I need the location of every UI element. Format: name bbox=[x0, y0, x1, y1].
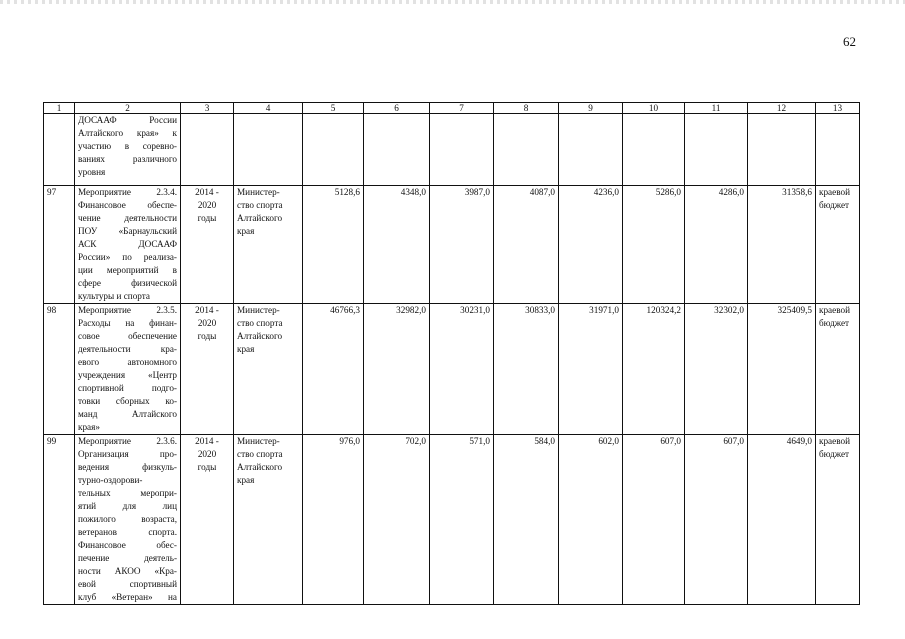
value-cell: 30231,0 bbox=[430, 304, 494, 435]
name-line: учреждения «Центр bbox=[78, 370, 177, 380]
name-line: участию в соревно- bbox=[78, 141, 177, 151]
name-line: Расходы на финан- bbox=[78, 318, 177, 328]
executor-line: Министер- bbox=[237, 305, 280, 315]
executor-line: Министер- bbox=[237, 187, 280, 197]
value-cell bbox=[303, 114, 364, 186]
executor-cell bbox=[234, 186, 303, 304]
page-number: 62 bbox=[843, 34, 856, 49]
column-number: 12 bbox=[748, 103, 816, 114]
value-cell: 3987,0 bbox=[430, 186, 494, 304]
value-cell: 31358,6 bbox=[748, 186, 816, 304]
source-line: краевой bbox=[819, 305, 850, 315]
value-cell: 120324,2 bbox=[623, 304, 685, 435]
row-number-cell: 98 bbox=[44, 304, 75, 435]
name-line: Мероприятие 2.3.5. bbox=[78, 305, 177, 315]
value-cell: 976,0 bbox=[303, 435, 364, 605]
years-line: годы bbox=[197, 331, 217, 341]
executor-line: ство спорта bbox=[237, 449, 283, 459]
source-line: бюджет bbox=[819, 318, 850, 328]
years-line: годы bbox=[197, 462, 217, 472]
name-line: Мероприятие 2.3.6. bbox=[78, 436, 177, 446]
name-line: ветеранов спорта. bbox=[78, 527, 177, 537]
name-line: культуры и спорта bbox=[78, 291, 150, 301]
name-line: Организация про- bbox=[78, 449, 177, 459]
column-number: 13 bbox=[816, 103, 860, 114]
column-number: 1 bbox=[44, 103, 75, 114]
funding-source-cell bbox=[816, 304, 860, 435]
executor-line: края bbox=[237, 226, 255, 236]
value-cell bbox=[685, 114, 748, 186]
name-line: тельных меропри- bbox=[78, 488, 177, 498]
column-number: 6 bbox=[364, 103, 430, 114]
years-line: 2020 bbox=[197, 318, 217, 328]
executor-cell bbox=[234, 304, 303, 435]
executor-line: края bbox=[237, 344, 255, 354]
name-line: товки сборных ко- bbox=[78, 396, 177, 406]
value-cell: 4649,0 bbox=[748, 435, 816, 605]
source-line: бюджет bbox=[819, 200, 850, 210]
name-line: ведения физкуль- bbox=[78, 462, 177, 472]
name-line: манд Алтайского bbox=[78, 409, 177, 419]
table-row-98 bbox=[44, 304, 860, 435]
name-line: деятельности кра- bbox=[78, 344, 177, 354]
name-line: уровня bbox=[78, 167, 106, 177]
years-line: 2014 - bbox=[195, 436, 219, 446]
row-number-cell: 97 bbox=[44, 186, 75, 304]
value-cell: 31971,0 bbox=[559, 304, 623, 435]
value-cell: 702,0 bbox=[364, 435, 430, 605]
executor-line: Министер- bbox=[237, 436, 280, 446]
years-line: 2020 bbox=[197, 449, 217, 459]
value-cell: 602,0 bbox=[559, 435, 623, 605]
source-line: бюджет bbox=[819, 449, 850, 459]
scan-top-edge bbox=[0, 0, 905, 4]
name-line: ваниях различного bbox=[78, 154, 177, 164]
executor-line: Алтайского bbox=[237, 331, 283, 341]
value-cell: 607,0 bbox=[623, 435, 685, 605]
name-line: ятий для лиц bbox=[78, 501, 177, 511]
funding-source-cell bbox=[816, 186, 860, 304]
executor-cell bbox=[234, 435, 303, 605]
value-cell: 5286,0 bbox=[623, 186, 685, 304]
name-line: спортивной подго- bbox=[78, 383, 177, 393]
name-line: АСК ДОСААФ bbox=[78, 239, 177, 249]
value-cell bbox=[559, 114, 623, 186]
years-line: 2014 - bbox=[195, 187, 219, 197]
value-cell: 4087,0 bbox=[494, 186, 559, 304]
table-row-97 bbox=[44, 186, 860, 304]
column-number: 3 bbox=[181, 103, 234, 114]
value-cell: 32302,0 bbox=[685, 304, 748, 435]
value-cell: 4286,0 bbox=[685, 186, 748, 304]
name-line: пожилого возраста, bbox=[78, 514, 177, 524]
value-cell: 4348,0 bbox=[364, 186, 430, 304]
name-line: ПОУ «Барнаульский bbox=[78, 226, 177, 236]
name-line: ности АКОО «Кра- bbox=[78, 566, 177, 576]
name-line: края» bbox=[78, 422, 100, 432]
activity-name-cell bbox=[75, 435, 181, 605]
column-number: 7 bbox=[430, 103, 494, 114]
column-number: 9 bbox=[559, 103, 623, 114]
activity-name-cell bbox=[75, 304, 181, 435]
value-cell: 584,0 bbox=[494, 435, 559, 605]
name-line: турно-оздорови- bbox=[78, 475, 143, 485]
value-cell bbox=[623, 114, 685, 186]
years-line: 2014 - bbox=[195, 305, 219, 315]
budget-table bbox=[43, 102, 860, 605]
name-line: печение деятель- bbox=[78, 553, 177, 563]
executor-line: края bbox=[237, 475, 255, 485]
column-number: 8 bbox=[494, 103, 559, 114]
value-cell bbox=[430, 114, 494, 186]
name-line: Мероприятие 2.3.4. bbox=[78, 187, 177, 197]
column-number: 2 bbox=[75, 103, 181, 114]
name-line: России» по реализа- bbox=[78, 252, 177, 262]
years-cell bbox=[181, 304, 234, 435]
row-number-cell bbox=[44, 114, 75, 186]
years-cell bbox=[181, 435, 234, 605]
value-cell: 607,0 bbox=[685, 435, 748, 605]
value-cell: 5128,6 bbox=[303, 186, 364, 304]
name-line: клуб «Ветеран» на bbox=[78, 592, 177, 602]
value-cell: 571,0 bbox=[430, 435, 494, 605]
column-number: 4 bbox=[234, 103, 303, 114]
funding-source-cell bbox=[816, 114, 860, 186]
activity-name-cell bbox=[75, 186, 181, 304]
value-cell: 325409,5 bbox=[748, 304, 816, 435]
name-line: Алтайского края» к bbox=[78, 128, 177, 138]
column-number-header-row bbox=[44, 103, 860, 114]
executor-cell bbox=[234, 114, 303, 186]
name-line: ДОСААФ России bbox=[78, 115, 177, 125]
name-line: ции мероприятий в bbox=[78, 265, 177, 275]
continuation-row bbox=[44, 114, 860, 186]
funding-source-cell bbox=[816, 435, 860, 605]
executor-line: ство спорта bbox=[237, 318, 283, 328]
name-line: евого автономного bbox=[78, 357, 177, 367]
name-line: Финансовое обеспе- bbox=[78, 200, 177, 210]
source-line: краевой bbox=[819, 436, 850, 446]
value-cell: 4236,0 bbox=[559, 186, 623, 304]
value-cell: 46766,3 bbox=[303, 304, 364, 435]
years-line: годы bbox=[197, 213, 217, 223]
name-line: евой спортивный bbox=[78, 579, 177, 589]
column-number: 10 bbox=[623, 103, 685, 114]
name-line: чение деятельности bbox=[78, 213, 177, 223]
value-cell: 30833,0 bbox=[494, 304, 559, 435]
name-line: Финансовое обес- bbox=[78, 540, 177, 550]
source-line: краевой bbox=[819, 187, 850, 197]
value-cell bbox=[494, 114, 559, 186]
activity-name-cell bbox=[75, 114, 181, 186]
years-line: 2020 bbox=[197, 200, 217, 210]
years-cell bbox=[181, 186, 234, 304]
executor-line: Алтайского bbox=[237, 213, 283, 223]
executor-line: Алтайского bbox=[237, 462, 283, 472]
value-cell: 32982,0 bbox=[364, 304, 430, 435]
row-number-cell: 99 bbox=[44, 435, 75, 605]
name-line: совое обеспечение bbox=[78, 331, 177, 341]
years-cell bbox=[181, 114, 234, 186]
executor-line: ство спорта bbox=[237, 200, 283, 210]
name-line: сфере физической bbox=[78, 278, 177, 288]
column-number: 5 bbox=[303, 103, 364, 114]
table-row-99 bbox=[44, 435, 860, 605]
value-cell bbox=[364, 114, 430, 186]
value-cell bbox=[748, 114, 816, 186]
column-number: 11 bbox=[685, 103, 748, 114]
